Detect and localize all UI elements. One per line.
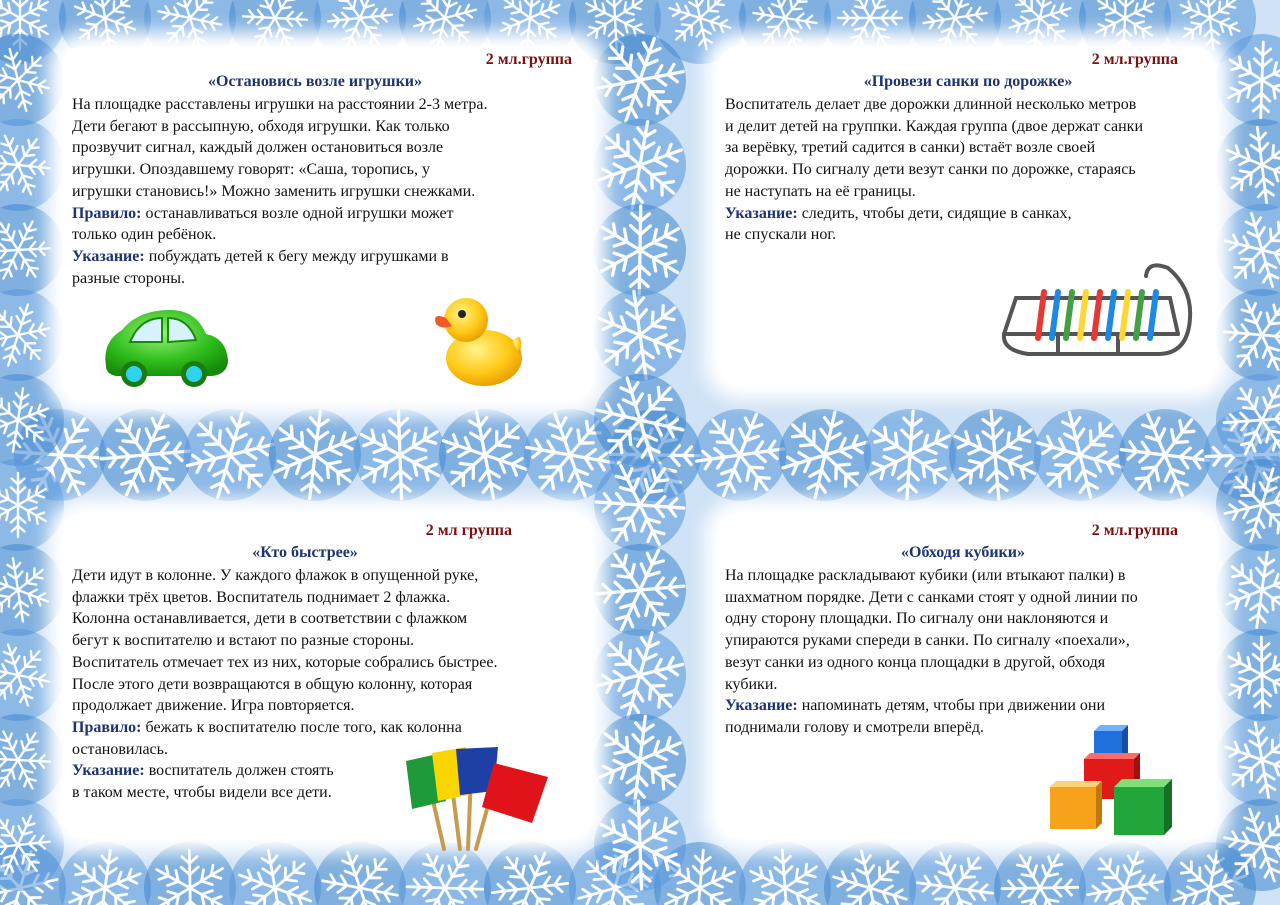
hint-label: Указание: [72, 247, 145, 265]
description-line: игрушки. Опоздавшему говорят: «Саша, торопись, у [72, 161, 430, 179]
game-description [72, 94, 487, 289]
rule-text: останавливаться возле одной игрушки может [141, 204, 454, 222]
game-card-around-cubes [718, 513, 1216, 838]
description-line: Воспитатель делает две дорожки длинной несколько метров [725, 96, 1137, 113]
game-title: «Остановись возле игрушки» [208, 73, 422, 90]
hint-label: Указание: [725, 204, 798, 222]
rule-label: Правило: [72, 204, 142, 222]
car-icon [100, 304, 232, 390]
cubes-icon [1048, 725, 1180, 841]
description-line: не наступать на её границы. [725, 182, 916, 200]
description-line: одну сторону площадки. По сигналу они наклоняются и [725, 610, 1109, 628]
description-line: шахматном порядке. Дети с санками стоят у одной линии по [725, 588, 1138, 606]
description-line: Дети бегают в рассыпную, обходя игрушки. Как только [72, 117, 450, 135]
sled-icon [998, 258, 1198, 370]
hint-line: в таком месте, чтобы видели все дети. [72, 784, 332, 802]
description-line: дорожки. По сигналу дети везут санки по дорожке, стараясь [725, 161, 1136, 179]
rule-text: бежать к воспитателю после того, как колонна [141, 718, 462, 736]
game-title: «Кто быстрее» [252, 544, 358, 561]
hint-text: воспитатель должен стоять [144, 762, 334, 780]
hint-text: следить, чтобы дети, сидящие в санках, [797, 204, 1072, 222]
description-line: за верёвку, третий садится в санки) встаёт возле своей [725, 139, 1096, 157]
hint-label: Указание: [725, 697, 798, 715]
description-line: везут санки из одного конца площадки в другой, обходя [725, 653, 1106, 671]
group-label: 2 мл.группа [1091, 522, 1178, 539]
description-line: бегут к воспитателю и встают по разные стороны. [72, 632, 415, 650]
description-line: продолжает движение. Игра повторяется. [72, 697, 355, 715]
rule-line: остановилась. [72, 740, 168, 758]
game-card-who-is-faster [62, 513, 592, 838]
description-line: и делит детей на группки. Каждая группа (двое держат санки [725, 117, 1143, 135]
description-line: Колонна останавливается, дети в соответствии с флажком [72, 610, 468, 628]
duck-icon [432, 292, 527, 392]
description-line: игрушки становись!» Можно заменить игрушки снежками. [72, 182, 476, 200]
rule-label: Правило: [72, 718, 142, 736]
rule-line [72, 203, 487, 225]
description-line: прозвучит сигнал, каждый должен остановиться возле [72, 139, 444, 157]
description-line: флажки трёх цветов. Воспитатель поднимает 2 флажка. [72, 588, 451, 606]
description-line: упираются руками спереди в санки. По сигналу «поехали», [725, 632, 1130, 650]
group-label: 2 мл.группа [1091, 51, 1178, 68]
group-label: 2 мл группа [425, 522, 512, 539]
description-line: После этого дети возвращаются в общую колонну, которая [72, 675, 473, 693]
flags-icon [402, 743, 552, 853]
hint-line: поднимали голову и смотрели вперёд. [725, 718, 984, 736]
game-card-stop-near-toy [62, 46, 592, 401]
description-line: Дети идут в колонне. У каждого флажок в опущенной руке, [72, 567, 479, 584]
hint-text: побуждать детей к бегу между игрушками в [144, 247, 449, 265]
game-description [725, 94, 1143, 246]
hint-line: разные стороны. [72, 269, 186, 287]
group-label: 2 мл.группа [485, 51, 572, 68]
description-line: На площадке расставлены игрушки на расстоянии 2-3 метра. [72, 96, 488, 113]
description-line: На площадке раскладывают кубики (или втыкают палки) в [725, 567, 1126, 584]
game-card-sled-path [718, 46, 1216, 386]
hint-line [72, 246, 487, 268]
hint-text: напоминать детям, чтобы при движении они [797, 697, 1106, 715]
hint-line [725, 695, 1138, 717]
description-line: Воспитатель отмечает тех из них, которые собрались быстрее. [72, 653, 498, 671]
game-title: «Обходя кубики» [901, 544, 1025, 561]
rule-line: только один ребёнок. [72, 226, 217, 244]
hint-line: не спускали ног. [725, 226, 837, 244]
game-description [725, 565, 1138, 739]
description-line: кубики. [725, 675, 778, 693]
hint-label: Указание: [72, 762, 145, 780]
game-title: «Провези санки по дорожке» [863, 73, 1073, 90]
hint-line [725, 203, 1143, 225]
rule-line [72, 717, 497, 739]
